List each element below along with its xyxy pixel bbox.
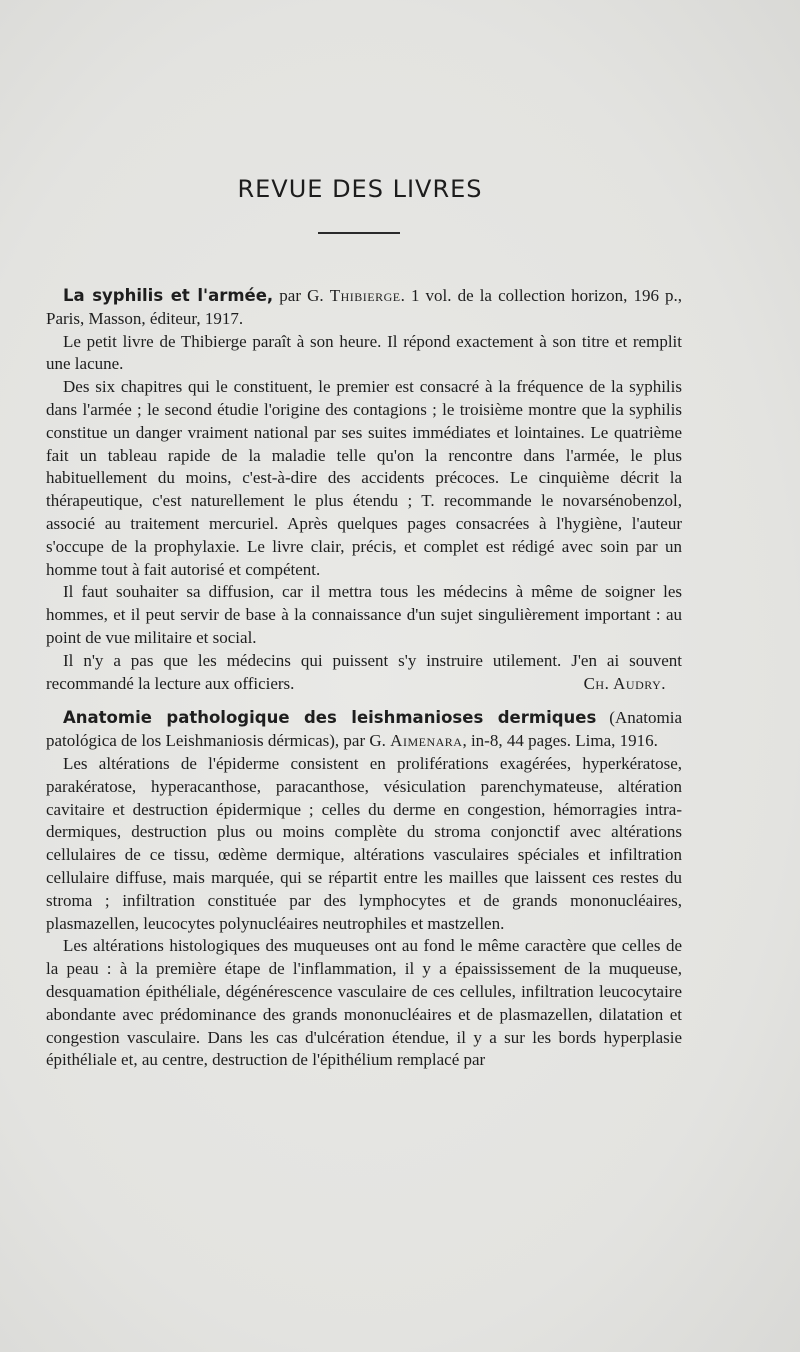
review-1-header (46, 285, 682, 331)
review-2-author: Aimenara (390, 731, 463, 751)
review-1-author: Thibierge (329, 286, 401, 305)
review-1-paragraph-2: Des six chapitres qui le constituent, le premier est consacré à la fréquence de la syphilis dans l'armée ; le second étudie l'origine des contagions ; le troisième montre que la syphilis constitue un danger vraiment national par ses suites immédiates et lointaines. Le quatrième fait un tableau rapide de la maladie telle qu'on la rencontre dans l'armée, le plus habituellement du moins, c'est-à-dire des accidents précoces. Le cinquième décrit la thérapeutique, c'est naturellement le plus étendu ; T. recommande le novarsénobenzol, associé au traitement mercuriel. Après quelques pages consacrées à l'hygiène, l'auteur s'occupe de la prophylaxie. Le livre clair, précis, et complet est rédigé avec soin par un homme tout à fait autorisé et compétent. (46, 377, 682, 579)
review-2-paragraph-1: Les altérations de l'épiderme consistent en proliférations exagérées, hyperkératose, parakératose, hyperacanthose, paracanthose, vésiculation parenchymateuse, altération cavitaire et destruction épidermique ; celles du derme en congestion, hémorragies intra-dermiques, destruction plus ou moins complète du stroma conjonctif avec altérations cellulaires de ce tissu, œdème dermique, altérations vasculaires spéciales et infiltration cellulaire diffuse, mais marquée, qui se répartit entre les mailles que laissent ces restes du stroma ; infiltration constituée par des lymphocytes et de grands mononucléaires, plasmazellen, leucocytes polynucléaires neutrophiles et mastzellen. (46, 753, 682, 933)
review-1-details: . 1 vol. de la collection horizon, 196 p., Paris, Masson, éditeur, 1917. (46, 286, 683, 328)
review-1-paragraph-1: Le petit livre de Thibierge paraît à son heure. Il répond exactement à son titre et remplit une lacune. (46, 331, 682, 374)
review-1-by: par G. (273, 286, 330, 305)
review-1-last-text: Il n'y a pas que les médecins qui puissent s'y instruire utilement. J'en ai souvent recommandé la lecture aux officiers. (46, 650, 682, 693)
review-2-details-after: , in-8, 44 pages. Lima, 1916. (462, 731, 658, 751)
review-2-title: Anatomie pathologique des leishmanioses dermiques (63, 708, 597, 728)
review-1-paragraph-4 (46, 650, 682, 696)
section-heading: REVUE DES LIVRES (237, 175, 483, 203)
review-1-paragraph-3: Il faut souhaiter sa diffusion, car il mettra tous les médecins à même de soigner les hommes, et il peut servir de base à la connaissance d'un sujet singulièrement important : au point de vue militaire et social. (46, 582, 682, 647)
review-1-signature: Ch. Audry. (583, 673, 666, 693)
text-column (46, 285, 682, 1072)
review-2-details-before: (Anatomia patológica de los Leishmaniosis dérmicas), par G. (46, 708, 682, 751)
review-2-paragraph-2: Les altérations histologiques des muqueuses ont au fond le même caractère que celles de la peau : à la première étape de l'inflammation, il y a épaississement de la muqueuse, desquamation épithéliale, dégénérescence vasculaire de ces cellules, infiltration leucocytaire abondante avec prédominance des grands mononucléaires et de plasmazellen, dilatation et congestion vasculaire. Dans les cas d'ulcération étendue, il y a sur les bords hyperplasie épithéliale et, au centre, destruction de l'épithélium remplacé par (46, 936, 682, 1070)
heading-rule (318, 232, 400, 234)
review-1-title: La syphilis et l'armée, (63, 286, 274, 305)
review-2-header (46, 707, 682, 753)
